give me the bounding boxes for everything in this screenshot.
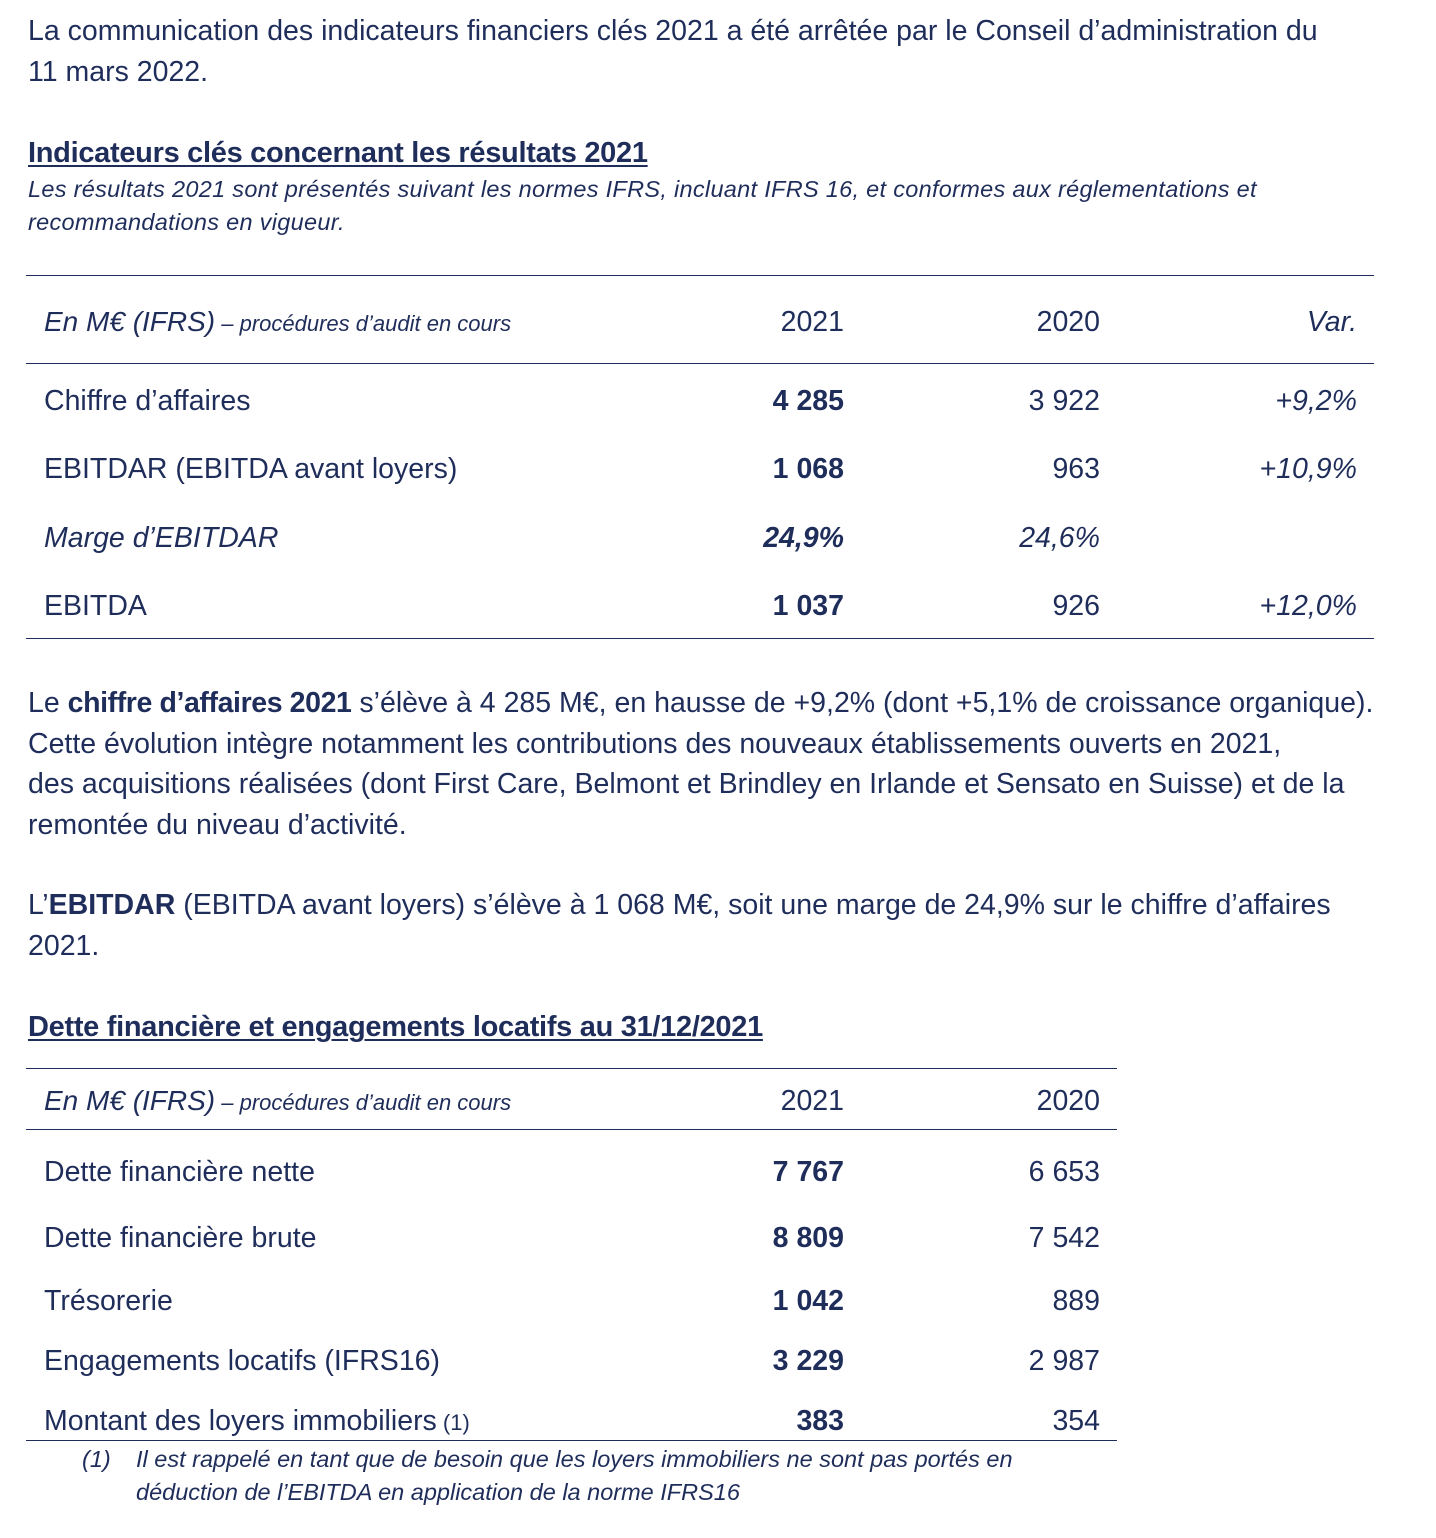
row-value-2020: 354 bbox=[1052, 1405, 1100, 1437]
row-label: Engagements locatifs (IFRS16) bbox=[44, 1345, 441, 1377]
section-title-results: Indicateurs clés concernant les résultats 2021 bbox=[28, 137, 648, 169]
table-row bbox=[26, 449, 1374, 489]
intro-line-2: 11 mars 2022. bbox=[28, 55, 209, 88]
footnote-text bbox=[136, 1443, 1056, 1509]
footnote-line-2: déduction de l’EBITDA en application de la norme IFRS16 bbox=[136, 1479, 740, 1505]
table-header-rule bbox=[26, 1129, 1117, 1130]
table-top-rule bbox=[26, 275, 1374, 276]
header-col-2021: 2021 bbox=[780, 1085, 844, 1117]
row-label: Chiffre d’affaires bbox=[44, 385, 251, 417]
header-col-var: Var. bbox=[1306, 306, 1357, 338]
table-header-row bbox=[26, 1081, 1117, 1121]
row-value-2021: 7 767 bbox=[772, 1156, 844, 1188]
row-value-2021: 1 068 bbox=[772, 453, 844, 485]
row-value-2020: 24,6% bbox=[1019, 522, 1100, 554]
row-label: EBITDAR (EBITDA avant loyers) bbox=[44, 453, 458, 485]
para2-line-2: 2021. bbox=[28, 929, 100, 962]
row-value-2020: 926 bbox=[1052, 590, 1100, 622]
table-bottom-rule bbox=[26, 1440, 1117, 1441]
row-variation: +9,2% bbox=[1275, 385, 1357, 417]
row-value-2021: 1 042 bbox=[772, 1285, 844, 1317]
section-title-debt: Dette financière et engagements locatifs au 31/12/2021 bbox=[28, 1011, 763, 1043]
table-bottom-rule bbox=[26, 638, 1374, 639]
footnote-ref: (1) bbox=[436, 1410, 470, 1435]
table-row bbox=[26, 1218, 1117, 1258]
row-variation: +10,9% bbox=[1259, 453, 1357, 485]
table-row bbox=[26, 518, 1374, 558]
para2-bold: EBITDAR bbox=[48, 889, 176, 921]
row-value-2020: 6 653 bbox=[1028, 1156, 1100, 1188]
para2-line-1: (EBITDA avant loyers) s’élève à 1 068 M€, soit une marge de 24,9% sur le chiffre d’affaires bbox=[175, 889, 1331, 921]
row-label: Marge d’EBITDAR bbox=[44, 522, 279, 554]
row-value-2021: 4 285 bbox=[772, 385, 844, 417]
row-label: Dette financière nette bbox=[44, 1156, 315, 1188]
row-label: Montant des loyers immobiliers (1) bbox=[44, 1405, 470, 1437]
row-value-2021: 3 229 bbox=[772, 1345, 844, 1377]
row-value-2020: 7 542 bbox=[1028, 1222, 1100, 1254]
header-label: En M€ (IFRS) – procédures d’audit en cours bbox=[44, 1085, 512, 1116]
para1-line-1: s’élève à 4 285 M€, en hausse de +9,2% (dont +5,1% de croissance organique). bbox=[351, 687, 1374, 719]
revenue-paragraph bbox=[28, 683, 1394, 845]
row-value-2020: 963 bbox=[1052, 453, 1100, 485]
para2-lead: L’ bbox=[28, 889, 49, 921]
subtitle-line-1: Les résultats 2021 sont présentés suivant les normes IFRS, incluant IFRS 16, et conformes aux réglementations et bbox=[28, 176, 1257, 202]
section-subtitle-results bbox=[28, 173, 1394, 239]
header-col-2020: 2020 bbox=[1036, 1085, 1100, 1117]
para1-line-2: Cette évolution intègre notamment les contributions des nouveaux établissements ouverts en 2021, bbox=[28, 727, 1282, 760]
para1-line-4: remontée du niveau d’activité. bbox=[28, 808, 407, 841]
row-value-2020: 3 922 bbox=[1028, 385, 1100, 417]
row-label: Trésorerie bbox=[44, 1285, 173, 1317]
table-row bbox=[26, 1152, 1117, 1192]
row-label: EBITDA bbox=[44, 590, 147, 622]
table-header-rule bbox=[26, 363, 1374, 364]
table-row bbox=[26, 1341, 1117, 1381]
row-label: Dette financière brute bbox=[44, 1222, 317, 1254]
row-value-2021: 383 bbox=[796, 1405, 844, 1437]
row-value-2020: 2 987 bbox=[1028, 1345, 1100, 1377]
intro-paragraph bbox=[28, 11, 1394, 92]
row-value-2020: 889 bbox=[1052, 1285, 1100, 1317]
ebitdar-paragraph bbox=[28, 885, 1394, 966]
intro-line-1: La communication des indicateurs financiers clés 2021 a été arrêtée par le Conseil d’administration du bbox=[28, 15, 1318, 47]
footnote-line-1: Il est rappelé en tant que de besoin que les loyers immobiliers ne sont pas portés en bbox=[136, 1446, 1013, 1472]
para1-line-3: des acquisitions réalisées (dont First Care, Belmont et Brindley en Irlande et Sensato en Suisse) et de la bbox=[28, 768, 1345, 800]
row-variation: +12,0% bbox=[1259, 590, 1357, 622]
header-label: En M€ (IFRS) – procédures d’audit en cours bbox=[44, 306, 512, 337]
header-col-2021: 2021 bbox=[780, 306, 844, 338]
row-value-2021: 8 809 bbox=[772, 1222, 844, 1254]
table-row bbox=[26, 1281, 1117, 1321]
row-value-2021: 1 037 bbox=[772, 590, 844, 622]
table-row bbox=[26, 381, 1374, 421]
para1-bold: chiffre d’affaires 2021 bbox=[67, 687, 352, 719]
header-col-2020: 2020 bbox=[1036, 306, 1100, 338]
table-row bbox=[26, 586, 1374, 626]
table-row bbox=[26, 1401, 1117, 1441]
table-top-rule bbox=[26, 1068, 1117, 1069]
footnote-number: (1) bbox=[82, 1446, 111, 1472]
table-header-row bbox=[26, 302, 1374, 342]
para1-lead: Le bbox=[28, 687, 68, 719]
subtitle-line-2: recommandations en vigueur. bbox=[28, 209, 345, 235]
row-value-2021: 24,9% bbox=[763, 522, 844, 554]
